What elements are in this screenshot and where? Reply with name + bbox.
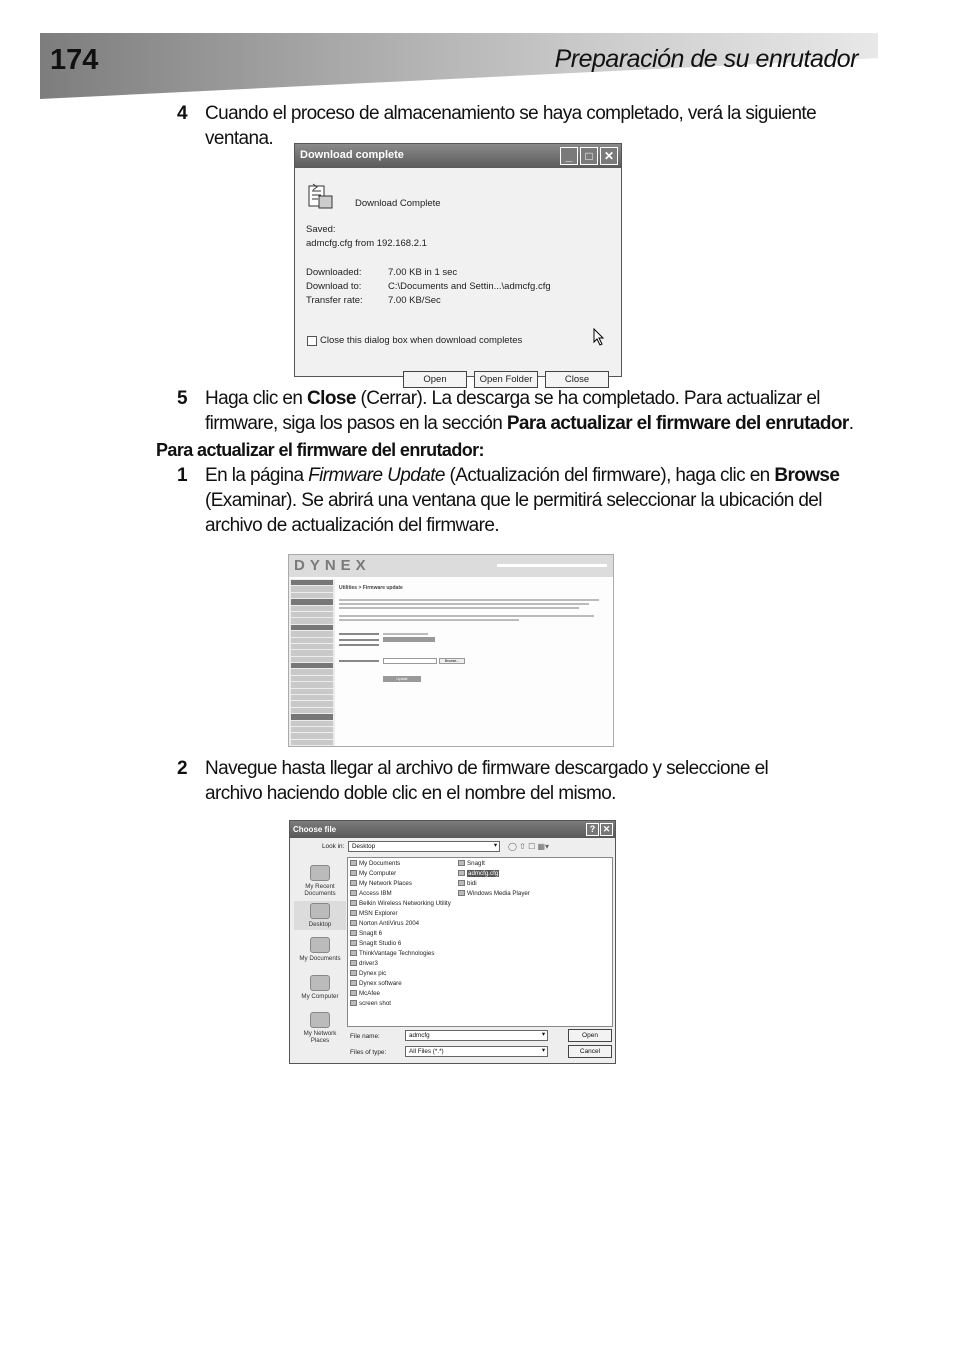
file-name-input[interactable]: admcfg ▾ <box>405 1030 548 1041</box>
saved-value: admcfg.cfg from 192.168.2.1 <box>306 238 427 249</box>
step-text: En la página Firmware Update (Actualización del firmware), haga clic en Browse (Examinar). Se abrirá una ventana que le permitirá seleccionar la ubicación del archivo de actualización del firmware. <box>205 465 840 536</box>
list-item[interactable]: SnagIt Studio 6 <box>350 940 401 947</box>
download-to-value: C:\Documents and Settin...\admcfg.cfg <box>388 281 551 292</box>
fw-browse-button[interactable]: Browse... <box>439 658 465 664</box>
list-item[interactable]: My Computer <box>350 870 396 877</box>
step-number: 4 <box>177 103 187 124</box>
maximize-icon[interactable]: □ <box>580 147 598 165</box>
close-when-complete-checkbox[interactable] <box>307 336 317 346</box>
dialog-title: Choose file <box>293 825 337 834</box>
network-places-icon <box>310 1012 330 1028</box>
place-recent[interactable]: My Recent Documents <box>294 865 346 897</box>
close-icon[interactable]: ✕ <box>600 823 613 836</box>
list-item[interactable]: Belkin Wireless Networking Utility <box>350 900 451 907</box>
step-number: 2 <box>177 758 187 779</box>
step-number: 1 <box>177 465 187 486</box>
router-sidebar <box>289 579 335 747</box>
toolbar-icons[interactable]: ◯ ⇧ ☐ ▦▾ <box>508 842 550 851</box>
list-item-selected[interactable]: admcfg.cfg <box>458 870 499 877</box>
firmware-update-screenshot <box>288 554 614 747</box>
places-bar <box>294 857 346 1055</box>
router-header <box>289 555 613 577</box>
list-item[interactable]: Dynex pic <box>350 970 386 977</box>
list-item[interactable]: SnagIt <box>458 860 485 867</box>
files-of-type-select[interactable]: All Files (*.*) ▾ <box>405 1046 548 1057</box>
look-in-label: Look in: <box>322 843 345 850</box>
list-item[interactable]: Norton AntiVirus 2004 <box>350 920 419 927</box>
dynex-logo: DYNEX <box>294 557 371 574</box>
list-item[interactable]: Access IBM <box>350 890 392 897</box>
list-item[interactable]: driver3 <box>350 960 378 967</box>
list-item[interactable]: MSN Explorer <box>350 910 398 917</box>
fw-update-button[interactable]: Update <box>383 676 421 682</box>
chevron-down-icon: ▾ <box>541 1031 545 1038</box>
dialog-title: Download complete <box>300 149 404 161</box>
place-my-documents[interactable]: My Documents <box>294 937 346 962</box>
file-name-label: File name: <box>350 1033 380 1040</box>
place-my-computer[interactable]: My Computer <box>294 975 346 1000</box>
place-network[interactable]: My Network Places <box>294 1012 346 1044</box>
open-button[interactable]: Open <box>403 371 467 388</box>
transfer-rate-value: 7.00 KB/Sec <box>388 295 441 306</box>
list-item[interactable]: McAfee <box>350 990 380 997</box>
router-main <box>339 583 609 746</box>
list-item[interactable]: SnagIt 6 <box>350 930 382 937</box>
desktop-icon <box>310 903 330 919</box>
dialog-titlebar <box>290 821 615 838</box>
step-text: Cuando el proceso de almacenamiento se haya completado, verá la siguiente ventana. <box>205 103 817 149</box>
section-heading: Para actualizar el firmware del enrutador: <box>156 440 484 460</box>
downloaded-value: 7.00 KB in 1 sec <box>388 267 458 278</box>
files-of-type-label: Files of type: <box>350 1049 387 1056</box>
chevron-down-icon: ▾ <box>493 842 497 849</box>
list-item[interactable]: ThinkVantage Technologies <box>350 950 434 957</box>
my-documents-icon <box>310 937 330 953</box>
cancel-button[interactable]: Cancel <box>568 1045 612 1058</box>
downloaded-label: Downloaded: <box>306 267 362 278</box>
recent-documents-icon <box>310 865 330 881</box>
help-icon[interactable]: ? <box>586 823 599 836</box>
download-document-icon <box>307 182 333 210</box>
minimize-icon[interactable]: _ <box>560 147 578 165</box>
saved-label: Saved: <box>306 224 336 235</box>
transfer-rate-label: Transfer rate: <box>306 295 363 306</box>
close-icon[interactable]: ✕ <box>600 147 618 165</box>
list-item[interactable]: My Documents <box>350 860 400 867</box>
list-item[interactable]: Dynex software <box>350 980 402 987</box>
open-button[interactable]: Open <box>568 1029 612 1042</box>
mouse-cursor-icon <box>593 328 605 346</box>
list-item[interactable]: bidi <box>458 880 477 887</box>
file-list <box>347 857 613 1027</box>
list-item[interactable]: Windows Media Player <box>458 890 530 897</box>
open-folder-button[interactable]: Open Folder <box>474 371 538 388</box>
choose-file-dialog <box>289 820 616 1064</box>
close-button[interactable]: Close <box>545 371 609 388</box>
dialog-titlebar <box>295 144 621 168</box>
running-title: Preparación de su enrutador <box>554 45 858 73</box>
my-computer-icon <box>310 975 330 991</box>
step-number: 5 <box>177 388 187 409</box>
look-in-select[interactable]: Desktop ▾ <box>348 841 500 852</box>
fw-breadcrumb: Utilities > Firmware update <box>339 585 403 591</box>
top-links <box>497 564 607 567</box>
page-number: 174 <box>50 44 99 76</box>
checkbox-label: Close this dialog box when download completes <box>320 335 523 346</box>
chevron-down-icon: ▾ <box>541 1047 545 1054</box>
step-text: Navegue hasta llegar al archivo de firmware descargado y seleccione el archivo haciendo doble clic en el nombre del mismo. <box>205 758 769 804</box>
download-complete-dialog <box>294 143 622 385</box>
place-desktop[interactable]: Desktop <box>294 901 346 930</box>
download-heading: Download Complete <box>355 198 441 209</box>
step-text: Haga clic en Close (Cerrar). La descarga se ha completado. Para actualizar el firmware, siga los pasos en la sección Para actualizar el firmware del enrutador. <box>205 388 854 434</box>
download-to-label: Download to: <box>306 281 362 292</box>
list-item[interactable]: screen shot <box>350 1000 391 1007</box>
list-item[interactable]: My Network Places <box>350 880 412 887</box>
